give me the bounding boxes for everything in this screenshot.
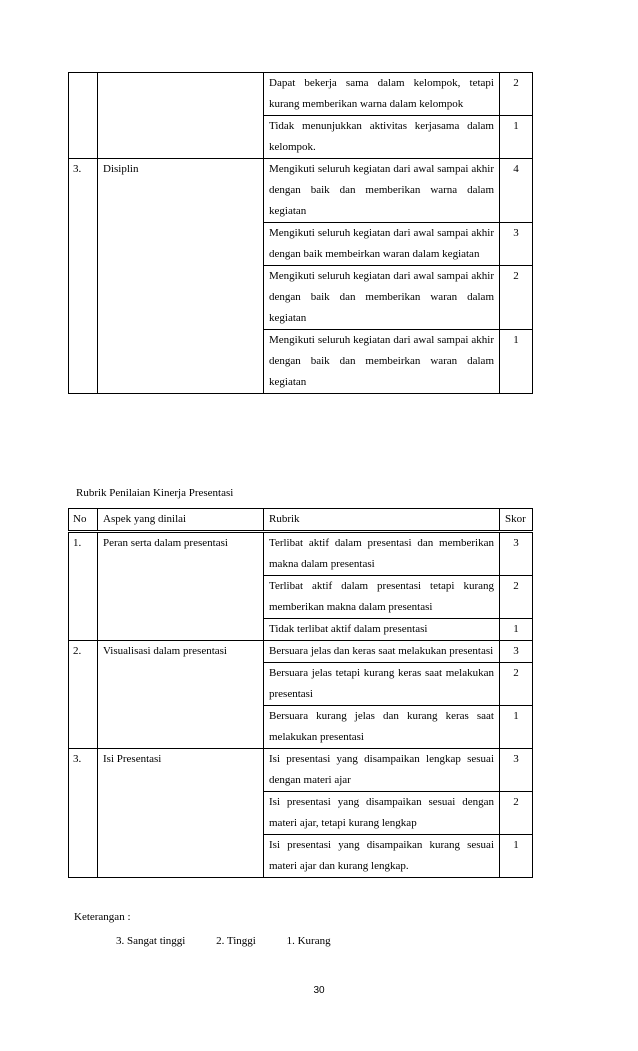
score-cell: 1 [500, 835, 533, 878]
aspect-cell [98, 73, 264, 116]
table-row [69, 116, 533, 159]
table-row [69, 576, 533, 619]
aspect-cell [98, 223, 264, 266]
score-cell: 3 [500, 532, 533, 576]
row-number: 3. [69, 749, 98, 792]
row-number [69, 576, 98, 619]
row-number [69, 116, 98, 159]
table-caption: Rubrik Penilaian Kinerja Presentasi [76, 487, 234, 499]
aspect-cell [98, 330, 264, 394]
rubric-cell: Isi presentasi yang disampaikan sesuai dengan materi ajar, tetapi kurang lengkap [264, 792, 500, 835]
rubric-cell: Mengikuti seluruh kegiatan dari awal sampai akhir dengan baik dan memberikan waran dalam kegiatan [264, 266, 500, 330]
row-number [69, 792, 98, 835]
score-cell: 3 [500, 223, 533, 266]
table-header-row [69, 509, 533, 532]
rubric-cell: Mengikuti seluruh kegiatan dari awal sampai akhir dengan baik membeirkan waran dalam kegiatan [264, 223, 500, 266]
header-rubrik: Rubrik [264, 509, 500, 532]
aspect-cell [98, 576, 264, 619]
score-cell: 1 [500, 619, 533, 641]
table-row [69, 835, 533, 878]
rubric-cell: Isi presentasi yang disampaikan lengkap sesuai dengan materi ajar [264, 749, 500, 792]
row-number [69, 706, 98, 749]
score-cell: 4 [500, 159, 533, 223]
legend-item: 1. Kurang [286, 935, 331, 947]
rubric-cell: Terlibat aktif dalam presentasi dan memberikan makna dalam presentasi [264, 532, 500, 576]
score-cell: 1 [500, 706, 533, 749]
row-number: 2. [69, 641, 98, 663]
table-row [69, 706, 533, 749]
score-cell: 3 [500, 641, 533, 663]
legend-item: 2. Tinggi [216, 935, 256, 947]
table-row [69, 619, 533, 641]
header-skor: Skor [500, 509, 533, 532]
aspect-cell [98, 266, 264, 330]
rubric-cell: Bersuara jelas tetapi kurang keras saat melakukan presentasi [264, 663, 500, 706]
table-row [69, 223, 533, 266]
aspect-cell [98, 663, 264, 706]
score-cell: 1 [500, 116, 533, 159]
page-number: 30 [313, 985, 325, 996]
rubric-cell: Dapat bekerja sama dalam kelompok, tetapi kurang memberikan warna dalam kelompok [264, 73, 500, 116]
rubric-cell: Isi presentasi yang disampaikan kurang sesuai materi ajar dan kurang lengkap. [264, 835, 500, 878]
rubric-cell: Bersuara jelas dan keras saat melakukan presentasi [264, 641, 500, 663]
rubric-cell: Bersuara kurang jelas dan kurang keras saat melakukan presentasi [264, 706, 500, 749]
table-row [69, 73, 533, 116]
row-number [69, 266, 98, 330]
row-number [69, 835, 98, 878]
table-row [69, 663, 533, 706]
aspect-cell [98, 619, 264, 641]
aspect-cell [98, 792, 264, 835]
score-cell: 2 [500, 576, 533, 619]
aspect-cell: Peran serta dalam presentasi [98, 532, 264, 576]
rubric-cell: Terlibat aktif dalam presentasi tetapi kurang memberikan makna dalam presentasi [264, 576, 500, 619]
table-row [69, 330, 533, 394]
row-number [69, 619, 98, 641]
table-row [69, 532, 533, 576]
table-row [69, 266, 533, 330]
score-legend [116, 935, 359, 947]
table-row [69, 792, 533, 835]
row-number [69, 330, 98, 394]
aspect-cell [98, 116, 264, 159]
score-cell: 2 [500, 73, 533, 116]
aspect-cell: Isi Presentasi [98, 749, 264, 792]
score-cell: 2 [500, 792, 533, 835]
table-row [69, 641, 533, 663]
row-number: 1. [69, 532, 98, 576]
aspect-cell [98, 706, 264, 749]
score-cell: 2 [500, 266, 533, 330]
aspect-cell [98, 835, 264, 878]
row-number: 3. [69, 159, 98, 223]
header-no: No [69, 509, 98, 532]
score-cell: 3 [500, 749, 533, 792]
presentation-rubric-table [68, 508, 533, 878]
aspect-cell: Disiplin [98, 159, 264, 223]
table-row [69, 749, 533, 792]
row-number [69, 73, 98, 116]
rubric-cell: Tidak terlibat aktif dalam presentasi [264, 619, 500, 641]
rubric-cell: Mengikuti seluruh kegiatan dari awal sampai akhir dengan baik dan memberikan warna dalam kegiatan [264, 159, 500, 223]
header-aspek: Aspek yang dinilai [98, 509, 264, 532]
disiplin-rubric-table [68, 72, 533, 394]
score-cell: 1 [500, 330, 533, 394]
keterangan-label: Keterangan : [74, 911, 131, 923]
legend-item: 3. Sangat tinggi [116, 935, 186, 947]
row-number [69, 223, 98, 266]
aspect-cell: Visualisasi dalam presentasi [98, 641, 264, 663]
rubric-cell: Mengikuti seluruh kegiatan dari awal sampai akhir dengan baik dan membeirkan waran dalam kegiatan [264, 330, 500, 394]
rubric-cell: Tidak menunjukkan aktivitas kerjasama dalam kelompok. [264, 116, 500, 159]
score-cell: 2 [500, 663, 533, 706]
row-number [69, 663, 98, 706]
table-row [69, 159, 533, 223]
